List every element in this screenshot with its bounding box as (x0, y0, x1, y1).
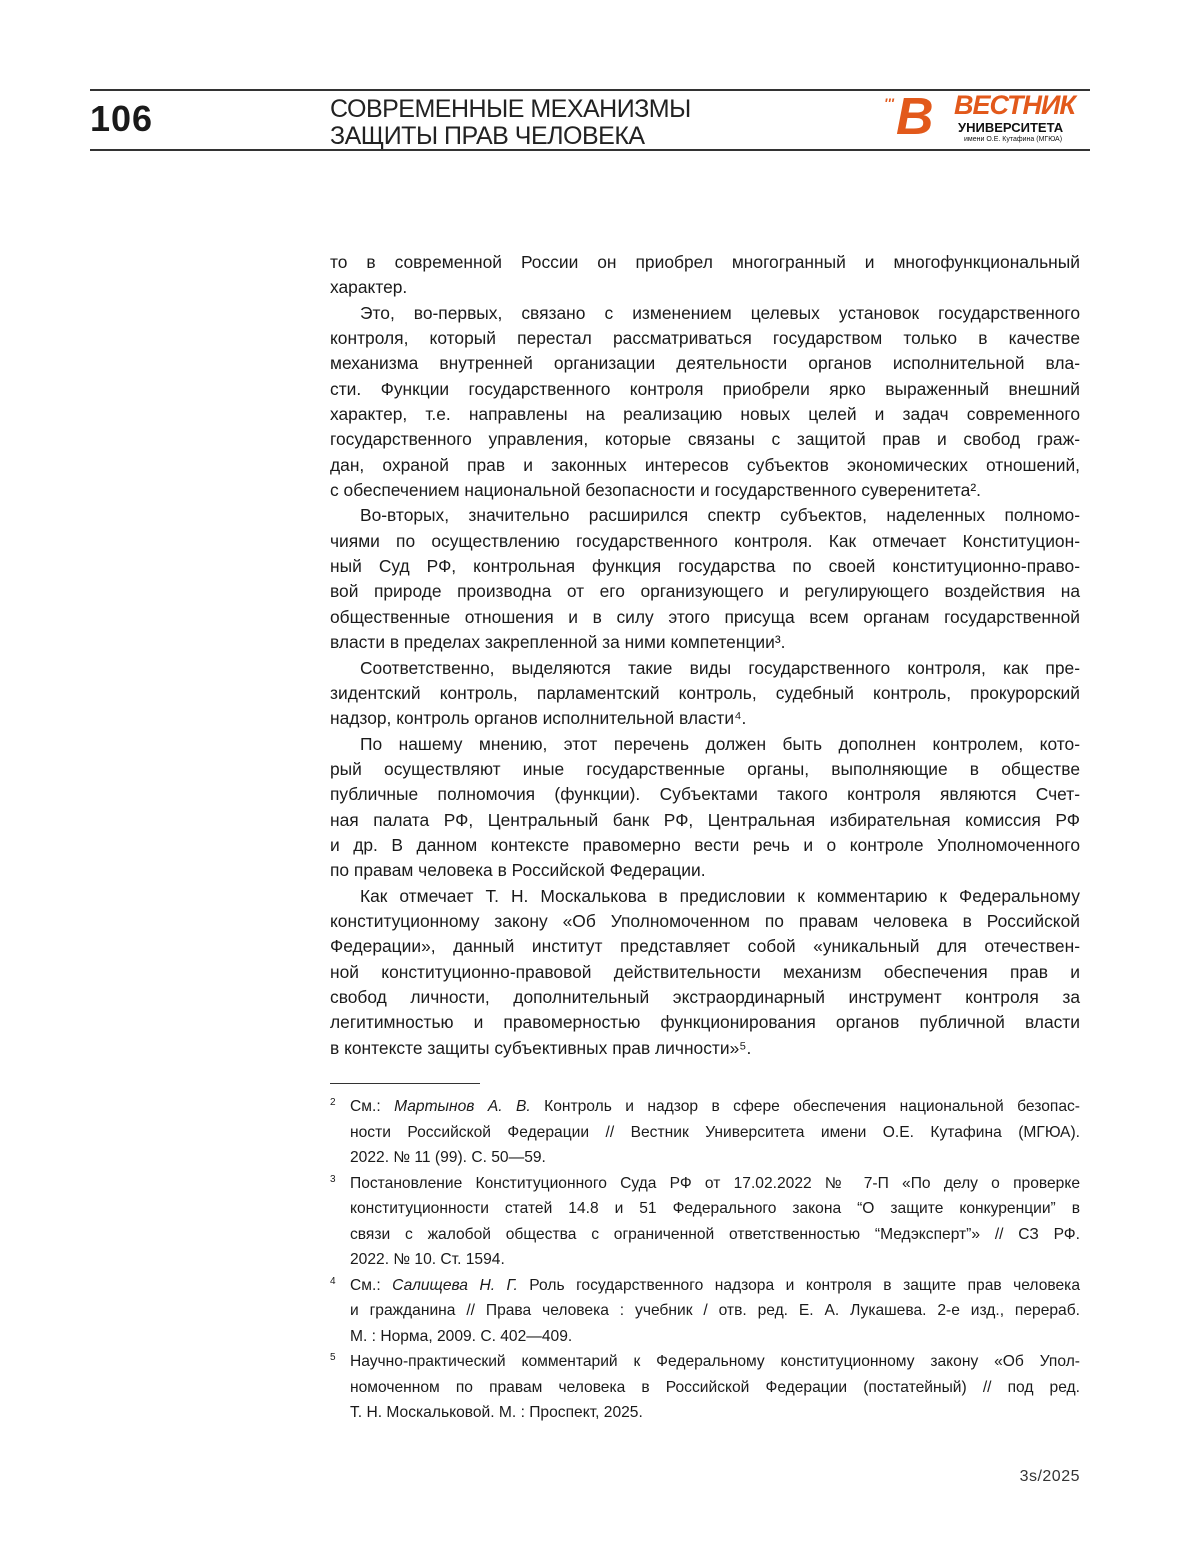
text-line: ный Суд РФ, контрольная функция государства по своей конституционно-право- (330, 556, 1080, 577)
text-line: Как отмечает Т. Н. Москалькова в предисловии к комментарию к Федеральному (360, 885, 1080, 906)
footnote-line (350, 1273, 1080, 1299)
author-name: Салищева Н. Г. (392, 1276, 518, 1294)
text-line: то в современной России он приобрел многогранный и многофункциональный (330, 252, 1080, 272)
footnote-line: Т. Н. Москальковой. М. : Проспект, 2025. (350, 1404, 643, 1421)
footnote (330, 1094, 1080, 1171)
text-line: рый осуществляют иные государственные органы, выполняющие в обществе (330, 758, 1080, 779)
text-line: в контексте защиты субъективных прав личности»⁵. (330, 1037, 752, 1058)
text-line: ная палата РФ, Центральный банк РФ, Центральная избирательная комиссия РФ (330, 809, 1080, 830)
text-line: ной конституционно-правовой действительности механизм обеспечения прав и (330, 961, 1080, 982)
logo-ticks-icon: ''' (884, 95, 894, 111)
logo-letter-icon: В (896, 88, 934, 146)
paragraph (330, 503, 1080, 655)
footnote-line: 2022. № 10. Ст. 1594. (350, 1251, 505, 1268)
section-title-line: СОВРЕМЕННЫЕ МЕХАНИЗМЫ (330, 95, 691, 123)
text-line: Это, во-первых, связано с изменением целевых установок государственного (360, 302, 1080, 323)
journal-logo (884, 88, 1084, 147)
text-line: дан, охраной прав и законных интересов субъектов экономических отношений, (330, 454, 1080, 475)
issue-number: 3s/2025 (1019, 1468, 1080, 1485)
text-line: с обеспечением национальной безопасности и государственного суверенитета². (330, 480, 981, 501)
footnote-text: Научно-практический комментарий к Федеральному конституционному закону «Об Упол- (350, 1353, 1080, 1370)
text-line: власти в пределах закрепленной за ними компетенции³. (330, 632, 786, 653)
footnote-line: и гражданина // Права человека : учебник / отв. ред. Е. А. Лукашева. 2-е изд., перераб. (350, 1302, 1080, 1319)
article-body (330, 250, 1080, 1061)
footnotes (330, 1094, 1080, 1426)
text-line: сти. Функции государственного контроля приобрели ярко выраженный внешний (330, 378, 1080, 399)
footnote-line (350, 1171, 1080, 1197)
text-line: вой природе производна от его организующего и регулирующего воздействия на (330, 581, 1080, 602)
text-line: по правам человека в Российской Федерации. (330, 860, 706, 881)
text-line: Во-вторых, значительно расширился спектр субъектов, наделенных полномо- (360, 505, 1080, 526)
footnote-separator (330, 1083, 480, 1084)
footnote-line: конституционности статей 14.8 и 51 Федерального закона “О защите конкуренции” в (350, 1200, 1080, 1217)
footnote-number: 3 (330, 1173, 336, 1185)
text-line: конституционному закону «Об Уполномоченном по правам человека в Российской (330, 910, 1080, 931)
footnote-line: 2022. № 11 (99). С. 50—59. (350, 1149, 546, 1166)
footnote-line: связи с жалобой общества с ограниченной ответственностью “Медэксперт”» // СЗ РФ. (350, 1225, 1080, 1243)
footnote (330, 1349, 1080, 1426)
text-line: характер. (330, 277, 408, 298)
section-title-line: ЗАЩИТЫ ПРАВ ЧЕЛОВЕКА (330, 122, 645, 150)
footnote-text: Контроль и надзор в сфере обеспечения национальной безопас- (530, 1098, 1080, 1115)
text-line: Соответственно, выделяются такие виды государственного контроля, как пре- (360, 657, 1080, 678)
text-line: характер, т.е. направлены на реализацию новых целей и задач современного (330, 404, 1080, 425)
author-name: Мартынов А. В. (394, 1098, 531, 1115)
footnote-text: См.: (350, 1276, 393, 1294)
logo-line3: имени О.Е. Кутафина (МГЮА) (964, 136, 1063, 143)
paragraph (330, 656, 1080, 732)
section-title (330, 96, 691, 150)
footnote-line: ности Российской Федерации // Вестник Университета имени О.Е. Кутафина (МГЮА). (350, 1123, 1080, 1141)
footnote-number: 2 (330, 1097, 336, 1108)
text-line: механизма внутренней организации деятельности органов исполнительной вла- (330, 353, 1080, 374)
footnote-line: М. : Норма, 2009. С. 402—409. (350, 1327, 573, 1345)
text-line: контроля, который перестал рассматриваться государством только в качестве (330, 328, 1080, 349)
page-number: 106 (90, 98, 154, 139)
paragraph (330, 732, 1080, 884)
text-line: надзор, контроль органов исполнительной власти⁴. (330, 708, 747, 729)
text-line: свобод личности, дополнительный экстраординарный инструмент контроля за (330, 986, 1080, 1007)
text-line: Федерации», данный институт представляет собой «уникальный для отечествен- (330, 936, 1080, 957)
text-line: чиями по осуществлению государственного контроля. Как отмечает Конституцион- (330, 530, 1080, 551)
footnote-line (350, 1349, 1080, 1375)
text-line: зидентский контроль, парламентский контроль, судебный контроль, прокурорский (330, 682, 1080, 703)
text-line: общественные отношения и в силу этого присуща всем органам государственной (330, 606, 1080, 627)
footnote-line: номоченном по правам человека в Российской Федерации (постатейный) // под ред. (350, 1378, 1080, 1396)
paragraph (330, 250, 1080, 301)
text-line: публичные полномочия (функции). Субъектами такого контроля являются Счет- (330, 784, 1080, 805)
paragraph (330, 301, 1080, 504)
logo-line2: УНИВЕРСИТЕТА (958, 120, 1064, 135)
text-line: государственного управления, которые связаны с защитой прав и свобод граж- (330, 429, 1080, 450)
paragraph (330, 884, 1080, 1061)
footnote (330, 1273, 1080, 1350)
footnote-text: Роль государственного надзора и контроля в защите прав человека (517, 1276, 1080, 1294)
text-line: По нашему мнению, этот перечень должен быть дополнен контролем, кото- (360, 733, 1080, 754)
footnote-text: См.: (350, 1098, 395, 1115)
footnote-number: 5 (330, 1352, 336, 1363)
footnote (330, 1171, 1080, 1273)
footnote-line (350, 1094, 1080, 1120)
footnote-number: 4 (330, 1275, 336, 1287)
text-line: легитимностью и правомерностью функционирования органов публичной власти (330, 1012, 1080, 1033)
footnote-text: Постановление Конституционного Суда РФ от 17.02.2022 № 7-П «По делу о проверке (350, 1174, 1080, 1192)
header-top-rule (90, 89, 1090, 91)
logo-main: ВЕСТНИК (954, 90, 1075, 120)
text-line: и др. В данном контексте правомерно вести речь и о контроле Уполномоченного (330, 834, 1080, 855)
